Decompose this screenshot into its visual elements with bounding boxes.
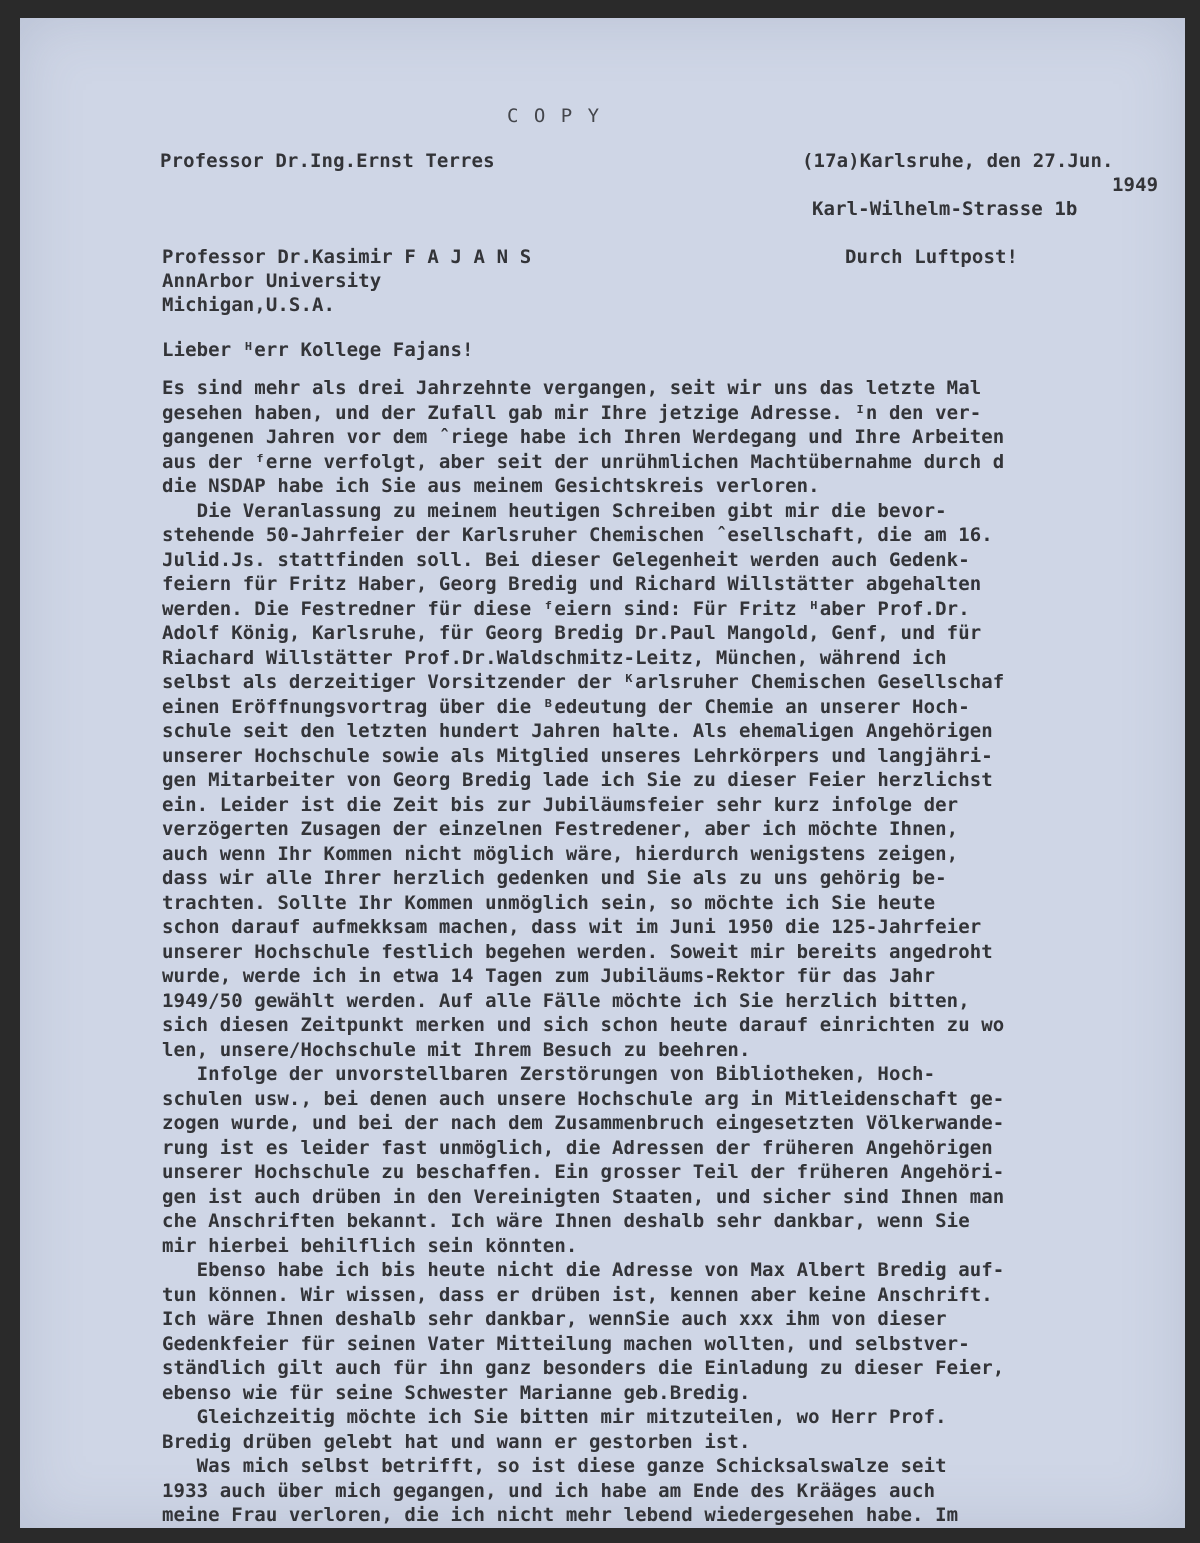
body-line: selbst als derzeitiger Vorsitzender der ᴷarlsruher Chemischen Gesellschaf	[162, 671, 1005, 693]
letter-page	[20, 18, 1185, 1528]
body-line: Ich wäre Ihnen deshalb sehr dankbar, wennSie auch xxx ihm von dieser	[162, 1308, 947, 1330]
recipient-location: Michigan,U.S.A.	[162, 294, 336, 316]
body-line: 1949/50 gewählt werden. Auf alle Fälle möchte ich Sie herzlich bitten,	[162, 989, 970, 1012]
body-line: Gleichzeitig möchte ich Sie bitten mir mitzuteilen, wo Herr Prof.	[162, 1406, 947, 1428]
body-line: gesehen haben, und der Zufall gab mir Ihre jetzige Adresse. ᴵn den ver-	[162, 401, 982, 424]
body-line: dass wir alle Ihrer herzlich gedenken und Sie als zu uns gehörig be-	[162, 867, 947, 889]
body-line: gen Mitarbeiter von Georg Bredig lade ich Sie zu dieser Feier herzlichst	[162, 769, 993, 791]
body-line: Riachard Willstätter Prof.Dr.Waldschmitz-Leitz, München, während ich	[162, 646, 947, 669]
body-line: meine Frau verloren, die ich nicht mehr lebend wiedergesehen habe. Im	[162, 1504, 959, 1526]
body-line: schule seit den letzten hundert Jahren halte. Als ehemaligen Angehörigen	[162, 720, 993, 742]
body-line: unserer Hochschule festlich begehen werden. Soweit mir bereits angedroht	[162, 940, 993, 963]
body-line: Bredig drüben gelebt hat und wann er gestorben ist.	[162, 1430, 751, 1453]
body-line: gen ist auch drüben in den Vereinigten Staaten, und sicher sind Ihnen man	[162, 1185, 1005, 1208]
body-line: schon darauf aufmekksam machen, dass wit im Juni 1950 die 125-Jahrfeier	[162, 916, 982, 938]
body-line: Es sind mehr als drei Jahrzehnte vergangen, seit wir uns das letzte Mal	[162, 377, 982, 399]
sender-name: Professor Dr.Ing.Ernst Terres	[160, 150, 495, 172]
body-line: che Anschriften bekannt. Ich wäre Ihnen deshalb sehr dankbar, wenn Sie	[162, 1210, 970, 1232]
body-line: Was mich selbst betrifft, so ist diese ganze Schicksalswalze seit	[162, 1455, 947, 1477]
body-line: stehende 50-Jahrfeier der Karlsruher Chemischen ˆesellschaft, die am 16.	[162, 524, 993, 546]
salutation: Lieber ᴴerr Kollege Fajans!	[162, 339, 474, 361]
body-line: zogen wurde, und bei der nach dem Zusammenbruch eingesetzten Völkerwande-	[162, 1112, 1005, 1134]
body-line: Ebenso habe ich bis heute nicht die Adresse von Max Albert Bredig auf-	[162, 1259, 1005, 1281]
body-line: gangenen Jahren vor dem ˆriege habe ich Ihren Werdegang und Ihre Arbeiten	[162, 426, 1005, 448]
body-line: wurde, werde ich in etwa 14 Tagen zum Jubiläums-Rektor für das Jahr	[162, 965, 936, 987]
body-line: die NSDAP habe ich Sie aus meinem Gesichtskreis verloren.	[162, 475, 820, 497]
body-line: 1933 auch über mich gegangen, und ich habe am Ende des Krääges auch	[162, 1479, 936, 1502]
body-line: ebenso wie für seine Schwester Marianne geb.Bredig.	[162, 1381, 751, 1404]
body-line: verzögerten Zusagen der einzelnen Festredener, aber ich möchte Ihnen,	[162, 818, 959, 840]
place-date: (17a)Karlsruhe, den 27.Jun.	[802, 150, 1114, 172]
body-line: feiern für Fritz Haber, Georg Bredig und Richard Willstätter abgehalten	[162, 573, 982, 595]
body-line: Julid.Js. stattfinden soll. Bei dieser Gelegenheit werden auch Gedenk-	[162, 548, 970, 571]
body-line: ständlich gilt auch für ihn ganz besonders die Einladung zu dieser Feier,	[162, 1357, 1005, 1379]
delivery-note: Durch Luftpost!	[845, 246, 1019, 268]
body-line: tun können. Wir wissen, dass er drüben ist, kennen aber keine Anschrift.	[162, 1283, 993, 1306]
body-line: unserer Hochschule sowie als Mitglied unseres Lehrkörpers und langjähri-	[162, 744, 993, 767]
body-line: schulen usw., bei denen auch unsere Hochschule arg in Mitleidenschaft ge-	[162, 1087, 1005, 1110]
body-line: einen Eröffnungsvortrag über die ᴮedeutung der Chemie an unserer Hoch-	[162, 695, 970, 718]
sender-street: Karl-Wilhelm-Strasse 1b	[812, 198, 1078, 220]
body-line: auch wenn Ihr Kommen nicht möglich wäre, hierdurch wenigstens zeigen,	[162, 842, 959, 865]
body-line: trachten. Sollte Ihr Kommen unmöglich sein, so möchte ich Sie heute	[162, 891, 936, 914]
body-line: sich diesen Zeitpunkt merken und sich schon heute darauf einrichten zu wo	[162, 1014, 1005, 1036]
copy-mark: C O P Y	[507, 105, 602, 127]
letter-year: 1949	[1112, 174, 1159, 196]
body-line: len, unsere/Hochschule mit Ihrem Besuch zu beehren.	[162, 1038, 751, 1061]
body-line: mir hierbei behilflich sein könnten.	[162, 1234, 578, 1257]
recipient-name: Professor Dr.Kasimir F A J A N S	[162, 246, 532, 268]
body-line: rung ist es leider fast unmöglich, die Adressen der früheren Angehörigen	[162, 1136, 993, 1159]
body-line: werden. Die Festredner für diese ᶠeiern sind: Für Fritz ᴴaber Prof.Dr.	[162, 597, 970, 620]
body-line: Gedenkfeier für seinen Vater Mitteilung machen wollten, und selbstver-	[162, 1332, 970, 1355]
body-line: ein. Leider ist die Zeit bis zur Jubiläumsfeier sehr kurz infolge der	[162, 793, 959, 816]
recipient-institution: AnnArbor University	[162, 270, 382, 292]
body-line: aus der ᶠerne verfolgt, aber seit der unrühmlichen Machtübernahme durch d	[162, 450, 1005, 473]
letter-body	[162, 376, 1004, 1528]
body-line: Adolf König, Karlsruhe, für Georg Bredig Dr.Paul Mangold, Genf, und für	[162, 622, 982, 644]
body-line: Infolge der unvorstellbaren Zerstörungen von Bibliotheken, Hoch-	[162, 1063, 936, 1085]
body-line: unserer Hochschule zu beschaffen. Ein grosser Teil der früheren Angehöri-	[162, 1161, 1005, 1183]
body-line: Die Veranlassung zu meinem heutigen Schreiben gibt mir die bevor-	[162, 499, 947, 522]
